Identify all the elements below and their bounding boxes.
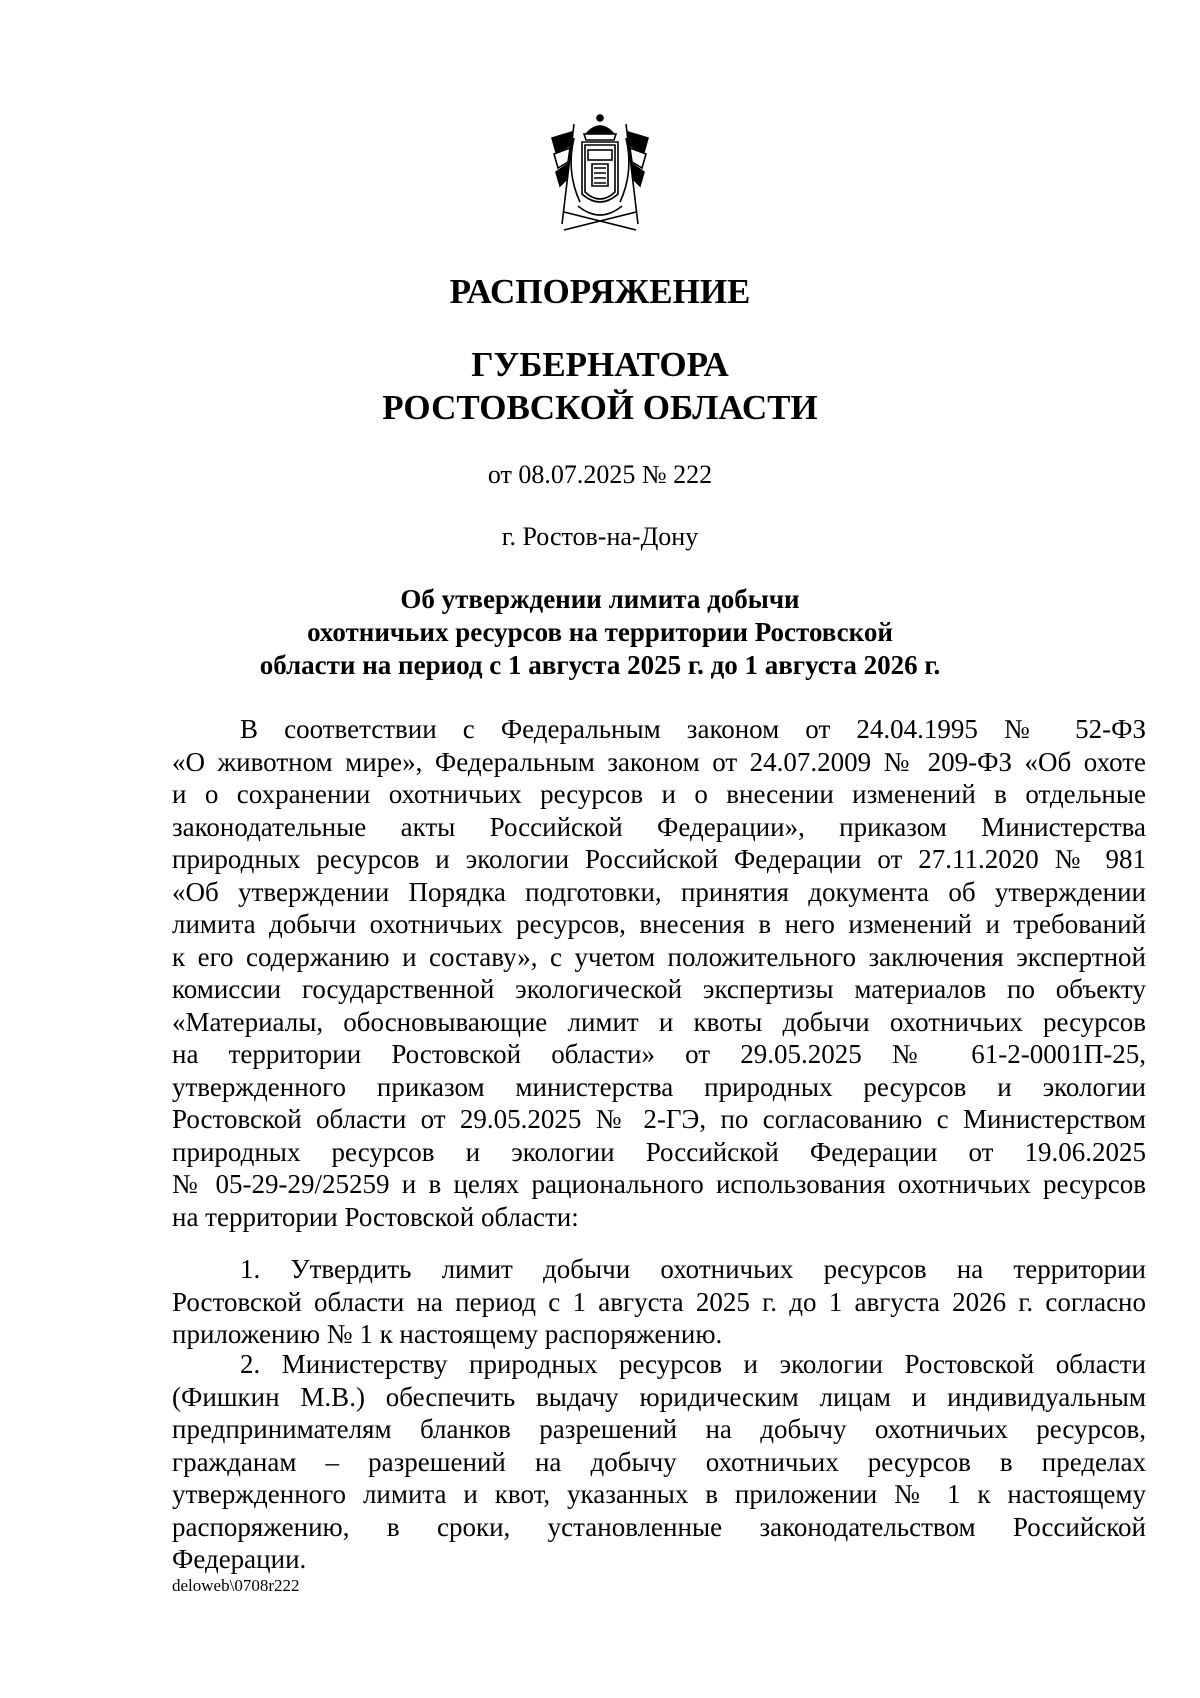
text-line: утвержденного лимита и квот, указанных в приложении № 1 к настоящему bbox=[172, 1479, 1146, 1509]
text-line: и о сохранении охотничьих ресурсов и о внесении изменений в отдельные bbox=[172, 779, 1146, 809]
text-line: (Фишкин М.В.) обеспечить выдачу юридическим лицам и индивидуальным bbox=[172, 1381, 1146, 1412]
text-line: лимита добычи охотничьих ресурсов, внесения в него изменений и требований bbox=[172, 909, 1146, 939]
text-line: В соответствии с Федеральным законом от 24.04.1995 № 52-ФЗ bbox=[240, 714, 1146, 744]
text-line: «Об утверждении Порядка подготовки, принятия документа об утверждении bbox=[172, 876, 1146, 907]
text-line: 2. Министерству природных ресурсов и экологии Ростовской области bbox=[240, 1349, 1146, 1379]
text-line: к его содержанию и составу», с учетом положительного заключения экспертной bbox=[172, 941, 1146, 972]
heading-line: области на период с 1 августа 2025 г. до 1 августа 2026 г. bbox=[259, 650, 941, 680]
item-2-paragraph bbox=[172, 1348, 1146, 1576]
document-type-title: РАСПОРЯЖЕНИЕ bbox=[449, 272, 751, 311]
coat-of-arms-emblem bbox=[544, 112, 656, 238]
intro-paragraph bbox=[172, 713, 1146, 1233]
issuer-title-line: ГУБЕРНАТОРА bbox=[471, 345, 729, 384]
text-line: Ростовской области от 29.05.2025 № 2-ГЭ, по согласованию с Министерством bbox=[172, 1104, 1146, 1134]
document-file-reference: deloweb\0708r222 bbox=[172, 1576, 300, 1595]
text-line: комиссии государственной экологической экспертизы материалов по объекту bbox=[172, 974, 1146, 1004]
heading-line: охотничьих ресурсов на территории Ростовской bbox=[307, 617, 893, 647]
text-line: приложению № 1 к настоящему распоряжению. bbox=[172, 1319, 723, 1349]
heading-line: Об утверждении лимита добычи bbox=[400, 584, 800, 614]
document-heading bbox=[0, 583, 1200, 682]
text-line: на территории Ростовской области: bbox=[172, 1201, 579, 1232]
text-line: Ростовской области на период с 1 августа 2025 г. до 1 августа 2026 г. согласно bbox=[172, 1286, 1146, 1317]
text-line: природных ресурсов и экологии Российской Федерации от 19.06.2025 bbox=[172, 1136, 1146, 1167]
document-date-number: от 08.07.2025 № 222 bbox=[487, 460, 713, 489]
text-line: на территории Ростовской области» от 29.05.2025 № 61-2-0001П-25, bbox=[172, 1039, 1146, 1069]
text-line: «О животном мире», Федеральным законом от 24.07.2009 № 209-ФЗ «Об охоте bbox=[172, 746, 1146, 777]
text-line: 1. Утвердить лимит добычи охотничьих ресурсов на территории bbox=[240, 1254, 1146, 1284]
issuer-title bbox=[0, 343, 1200, 429]
item-1-paragraph bbox=[172, 1253, 1146, 1351]
text-line: Федерации. bbox=[172, 1544, 307, 1574]
text-line: утвержденного приказом министерства природных ресурсов и экологии bbox=[172, 1071, 1146, 1102]
text-line: распоряжению, в сроки, установленные законодательством Российской bbox=[172, 1511, 1146, 1542]
text-line: «Материалы, обосновывающие лимит и квоты добычи охотничьих ресурсов bbox=[172, 1006, 1146, 1037]
issuer-title-line: РОСТОВСКОЙ ОБЛАСТИ bbox=[382, 388, 818, 427]
text-line: № 05-29-29/25259 и в целях рационального использования охотничьих ресурсов bbox=[172, 1169, 1146, 1199]
text-line: гражданам – разрешений на добычу охотничьих ресурсов в пределах bbox=[172, 1446, 1146, 1477]
text-line: законодательные акты Российской Федерации», приказом Министерства bbox=[172, 811, 1146, 842]
text-line: предпринимателям бланков разрешений на добычу охотничьих ресурсов, bbox=[172, 1414, 1146, 1444]
text-line: природных ресурсов и экологии Российской Федерации от 27.11.2020 № 981 bbox=[172, 844, 1146, 874]
document-city: г. Ростов-на-Дону bbox=[501, 522, 699, 551]
